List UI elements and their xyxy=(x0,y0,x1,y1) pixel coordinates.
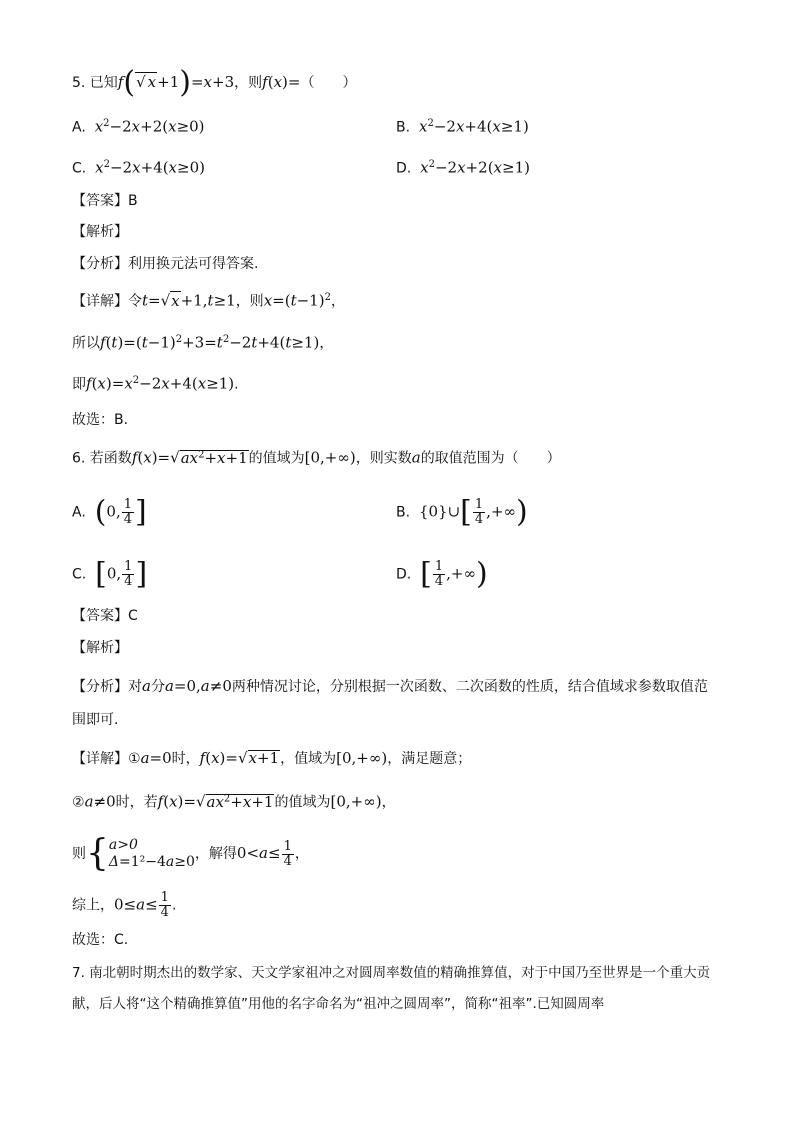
q6-option-d: D. [ $\frac{1}{4}$ ,+∞) xyxy=(396,556,488,592)
q7-line-2: 献，后人将“这个精确推算值”用他的名字命名为“祖冲之圆周率”，简称“祖率”.已知圆周率 xyxy=(72,996,605,1012)
q6-answer: 【答案】C xyxy=(72,608,138,624)
q6-option-c: C. [0, $\frac{1}{4}$ ] xyxy=(72,556,148,592)
q6-choice: 故选：C. xyxy=(72,932,129,948)
q6-fenxi-2: 围即可. xyxy=(72,712,119,728)
q6-stem: 6. 若函数$f(x)=√ax^2+x+1$的值域为[0,+∞)，则实数a的取值范围为（ ） xyxy=(72,448,561,467)
q5-answer: 【答案】B xyxy=(72,193,138,209)
q5-detail-1: 【详解】令t=√x+1,t≥1，则$x=(t-1)^2$， xyxy=(72,291,345,310)
q6-option-b: B. {0}∪[ $\frac{1}{4}$ ,+∞) xyxy=(396,494,528,530)
q5-option-b: B. $x^2-2x+4(x\ge 1)$ xyxy=(396,117,529,136)
q6-option-a: A. (0, $\frac{1}{4}$ ] xyxy=(72,494,147,530)
q6-detail-1: 【详解】①a=0时，f(x)=√x+1，值域为[0,+∞)，满足题意； xyxy=(72,749,472,767)
q5-detail-3: 即$f(x)=x^2-2x+4(x\ge 1)$. xyxy=(72,374,239,393)
q5-detail-2: 所以$f(t)=(t-1)^2+3=t^2-2t+4(t\ge 1)$， xyxy=(72,333,334,352)
q6-fenxi-1: 【分析】对a分a=0,a≠0两种情况讨论，分别根据一次函数、二次函数的性质，结合值域求参数取值范 xyxy=(72,677,708,695)
q5-fenxi: 【分析】利用换元法可得答案. xyxy=(72,256,259,272)
q6-analysis-heading: 【解析】 xyxy=(72,640,128,656)
q5-stem: 5. 已知f(√ x+1)=x+3，则f(x)=（ ） xyxy=(72,65,357,100)
q6-detail-3: 则 { a>0 Δ=1²−4a≥0 ，解得0<a≤ $\frac{1}{4}$ ， xyxy=(72,833,309,874)
q7-line-1: 7. 南北朝时期杰出的数学家、天文学家祖冲之对圆周率数值的精确推算值，对于中国乃至世界是一个重大贡 xyxy=(72,965,711,981)
q6-summary: 综上，0≤a≤ $\frac{1}{4}$ . xyxy=(72,890,177,920)
q5-option-d: D. $x^2-2x+2(x\ge 1)$ xyxy=(396,158,530,177)
q5-analysis-heading: 【解析】 xyxy=(72,224,128,240)
q5-option-a: A. $x^2-2x+2(x\ge 0)$ xyxy=(72,117,205,136)
q5-choice: 故选：B. xyxy=(72,412,129,428)
q5-option-c: C. $x^2-2x+4(x\ge 0)$ xyxy=(72,158,205,177)
q6-detail-2: ②a≠0时，若$f(x)=√ax^2+x+1$的值域为[0,+∞)， xyxy=(72,792,396,811)
